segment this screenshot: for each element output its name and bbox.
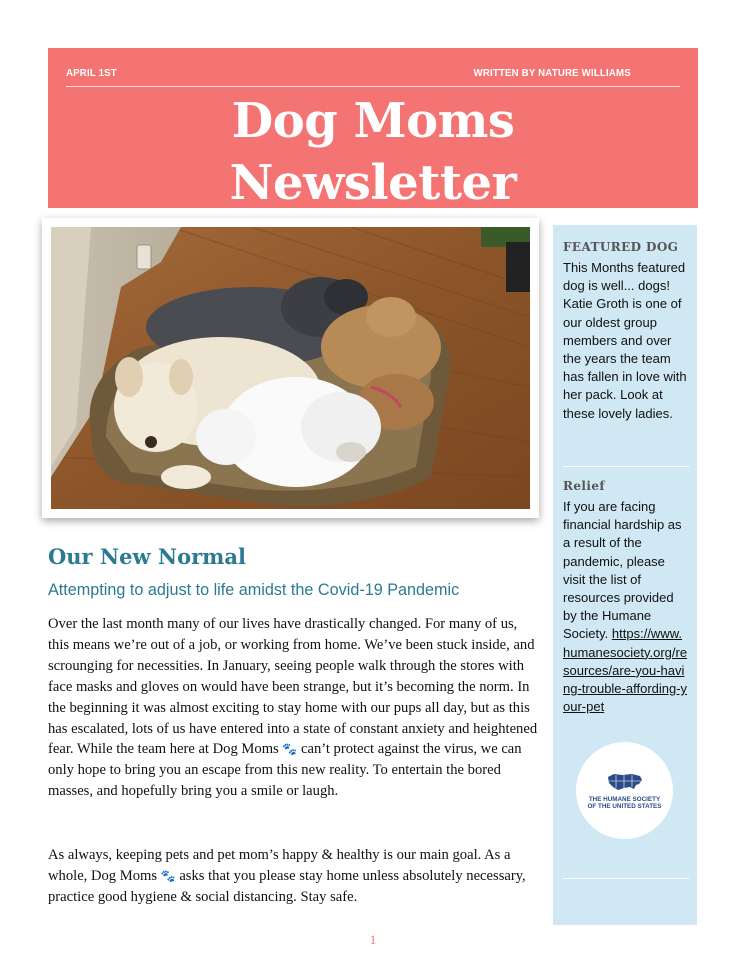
- article-paragraph-2: [48, 845, 540, 908]
- featured-dogs-photo: [51, 227, 530, 509]
- featured-dog-text: This Months featured dog is well... dogs! Katie Groth is one of our oldest group members and over the years the team has fallen in love with her pack. Look at these lovely ladies.: [563, 260, 687, 421]
- sidebar: [553, 225, 697, 925]
- relief-text: If you are facing financial hardship as a result of the pandemic, please visit the list of resources provided by the Humane Society.: [563, 499, 682, 642]
- usa-map-icon: [606, 771, 644, 793]
- header-meta: [66, 62, 631, 84]
- paragraph-1-part-a: Over the last month many of our lives have drastically changed. For many of us, this means we’re out of a job, or working from home. We’ve been stuck inside, and scrounging for necessities. In January, seeing people walk through the stores with face masks and gloves on would have been strange, but it’s becoming the norm. In the beginning it was almost exciting to stay home with our pups all day, but as this has escalated, lots of us have entered into a state of constant anxiety and heightened fear. While the team here at Dog Moms: [48, 616, 538, 758]
- featured-photo-frame: [42, 218, 539, 518]
- paw-prints-icon: 🐾: [160, 868, 176, 883]
- article-title: Our New Normal: [48, 544, 246, 569]
- sidebar-divider: [563, 466, 689, 467]
- header-divider: [66, 86, 680, 87]
- humane-society-link[interactable]: https://www.humanesociety.org/resources/are-you-having-trouble-affording-your-pet: [563, 626, 688, 715]
- paw-prints-icon: 🐾: [282, 742, 298, 757]
- newsletter-title: [48, 90, 698, 214]
- issue-date: APRIL 1ST: [66, 67, 117, 79]
- paragraph-2-part-a: As always, keeping pets and pet mom’s happy & healthy is our main goal. As a whole, Dog Moms: [48, 847, 511, 884]
- article-subtitle: Attempting to adjust to life amidst the Covid-19 Pandemic: [48, 581, 460, 599]
- seal-line-1: THE HUMANE SOCIETY: [588, 795, 661, 803]
- relief-section: [563, 478, 689, 716]
- relief-heading: Relief: [563, 479, 605, 493]
- title-line-2: Newsletter: [229, 155, 517, 211]
- sidebar-bottom-divider: [563, 878, 689, 879]
- author-byline: WRITTEN BY NATURE WILLIAMS: [473, 67, 631, 79]
- article-paragraph-1: [48, 614, 540, 802]
- humane-society-logo: [576, 742, 673, 839]
- title-line-1: Dog Moms: [231, 93, 515, 149]
- paragraph-2-part-b: asks that you please stay home unless absolutely necessary, practice good hygiene & social distancing. Stay safe.: [48, 867, 526, 905]
- seal-line-2: OF THE UNITED STATES: [587, 803, 662, 810]
- page-number: 1: [369, 932, 377, 947]
- featured-dog-section: [563, 239, 689, 423]
- featured-dog-heading: FEATURED DOG: [563, 240, 679, 254]
- paragraph-1-part-b: can’t protect against the virus, we can only hope to bring you an escape from this new reality. To entertain the bored masses, and hopefully bring you a smile or laugh.: [48, 741, 522, 800]
- newsletter-header: [48, 48, 698, 211]
